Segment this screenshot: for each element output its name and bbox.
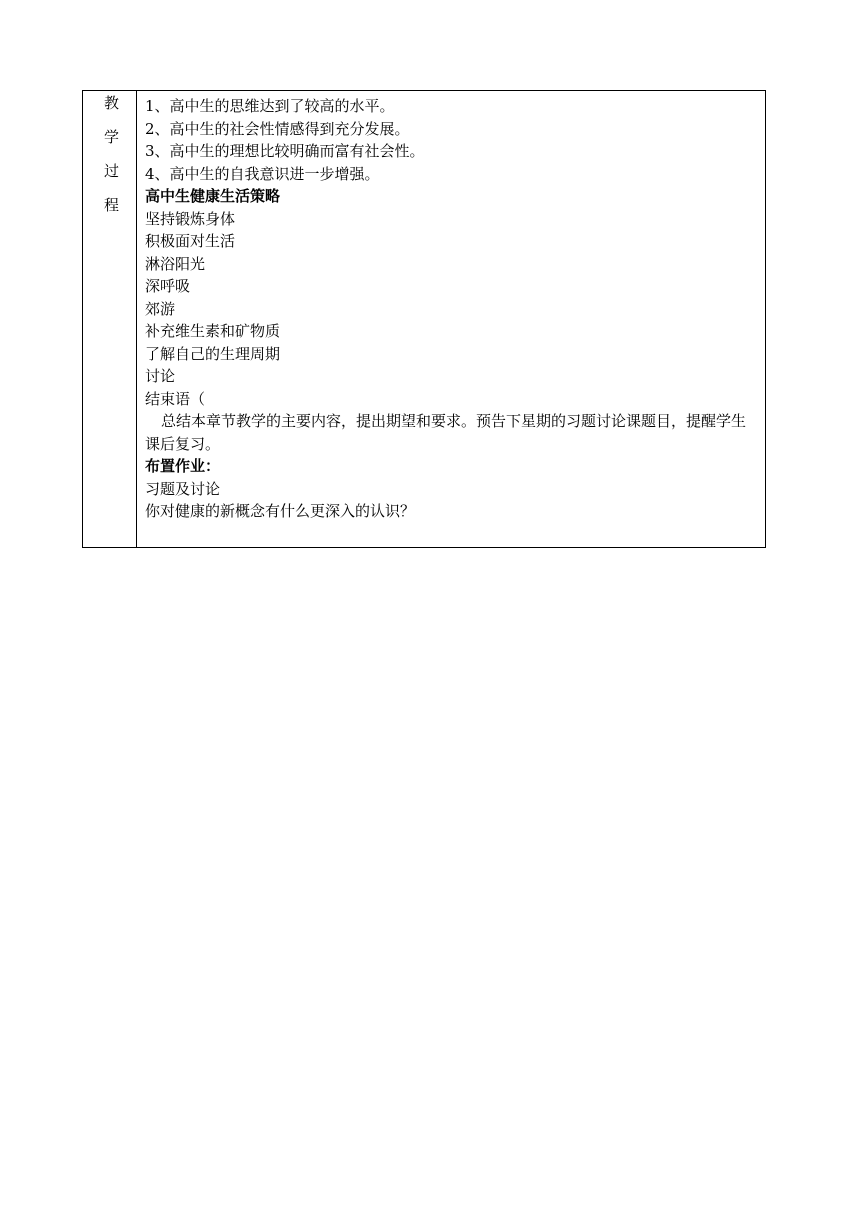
homework-line: 你对健康的新概念有什么更深入的认识？ xyxy=(145,502,416,520)
text-line: 讨论 xyxy=(145,367,176,385)
text-line: 补充维生素和矿物质 xyxy=(145,322,281,340)
text-line: 了解自己的生理周期 xyxy=(145,344,281,363)
section-label-cell xyxy=(83,91,137,547)
homework-line: 习题及讨论 xyxy=(145,479,221,498)
lesson-plan-table xyxy=(82,90,766,548)
text-line: 坚持锻炼身体 xyxy=(145,209,236,228)
section-label-char: 程 xyxy=(103,196,119,214)
text-line: 深呼吸 xyxy=(145,277,191,295)
content-cell xyxy=(137,91,765,547)
text-line: 结束语（ xyxy=(145,389,206,408)
text-line: 3、高中生的理想比较明确而富有社会性。 xyxy=(145,142,425,160)
section-label-char: 过 xyxy=(103,162,119,180)
text-line: 积极面对生活 xyxy=(145,232,236,250)
text-line: 4、高中生的自我意识进一步增强。 xyxy=(145,164,380,183)
section-label-char: 教 xyxy=(103,94,119,112)
summary-paragraph: 总结本章节教学的主要内容，提出期望和要求。预告下星期的习题讨论课题目，提醒学生课后复习。 xyxy=(145,412,747,453)
text-line: 1、高中生的思维达到了较高的水平。 xyxy=(145,97,395,115)
text-line: 2、高中生的社会性情感得到充分发展。 xyxy=(145,119,410,138)
text-line: 淋浴阳光 xyxy=(145,254,206,273)
homework-heading: 布置作业： xyxy=(145,457,221,475)
section-label-char: 学 xyxy=(103,128,119,146)
strategy-heading: 高中生健康生活策略 xyxy=(145,187,281,205)
text-line: 郊游 xyxy=(145,299,176,318)
